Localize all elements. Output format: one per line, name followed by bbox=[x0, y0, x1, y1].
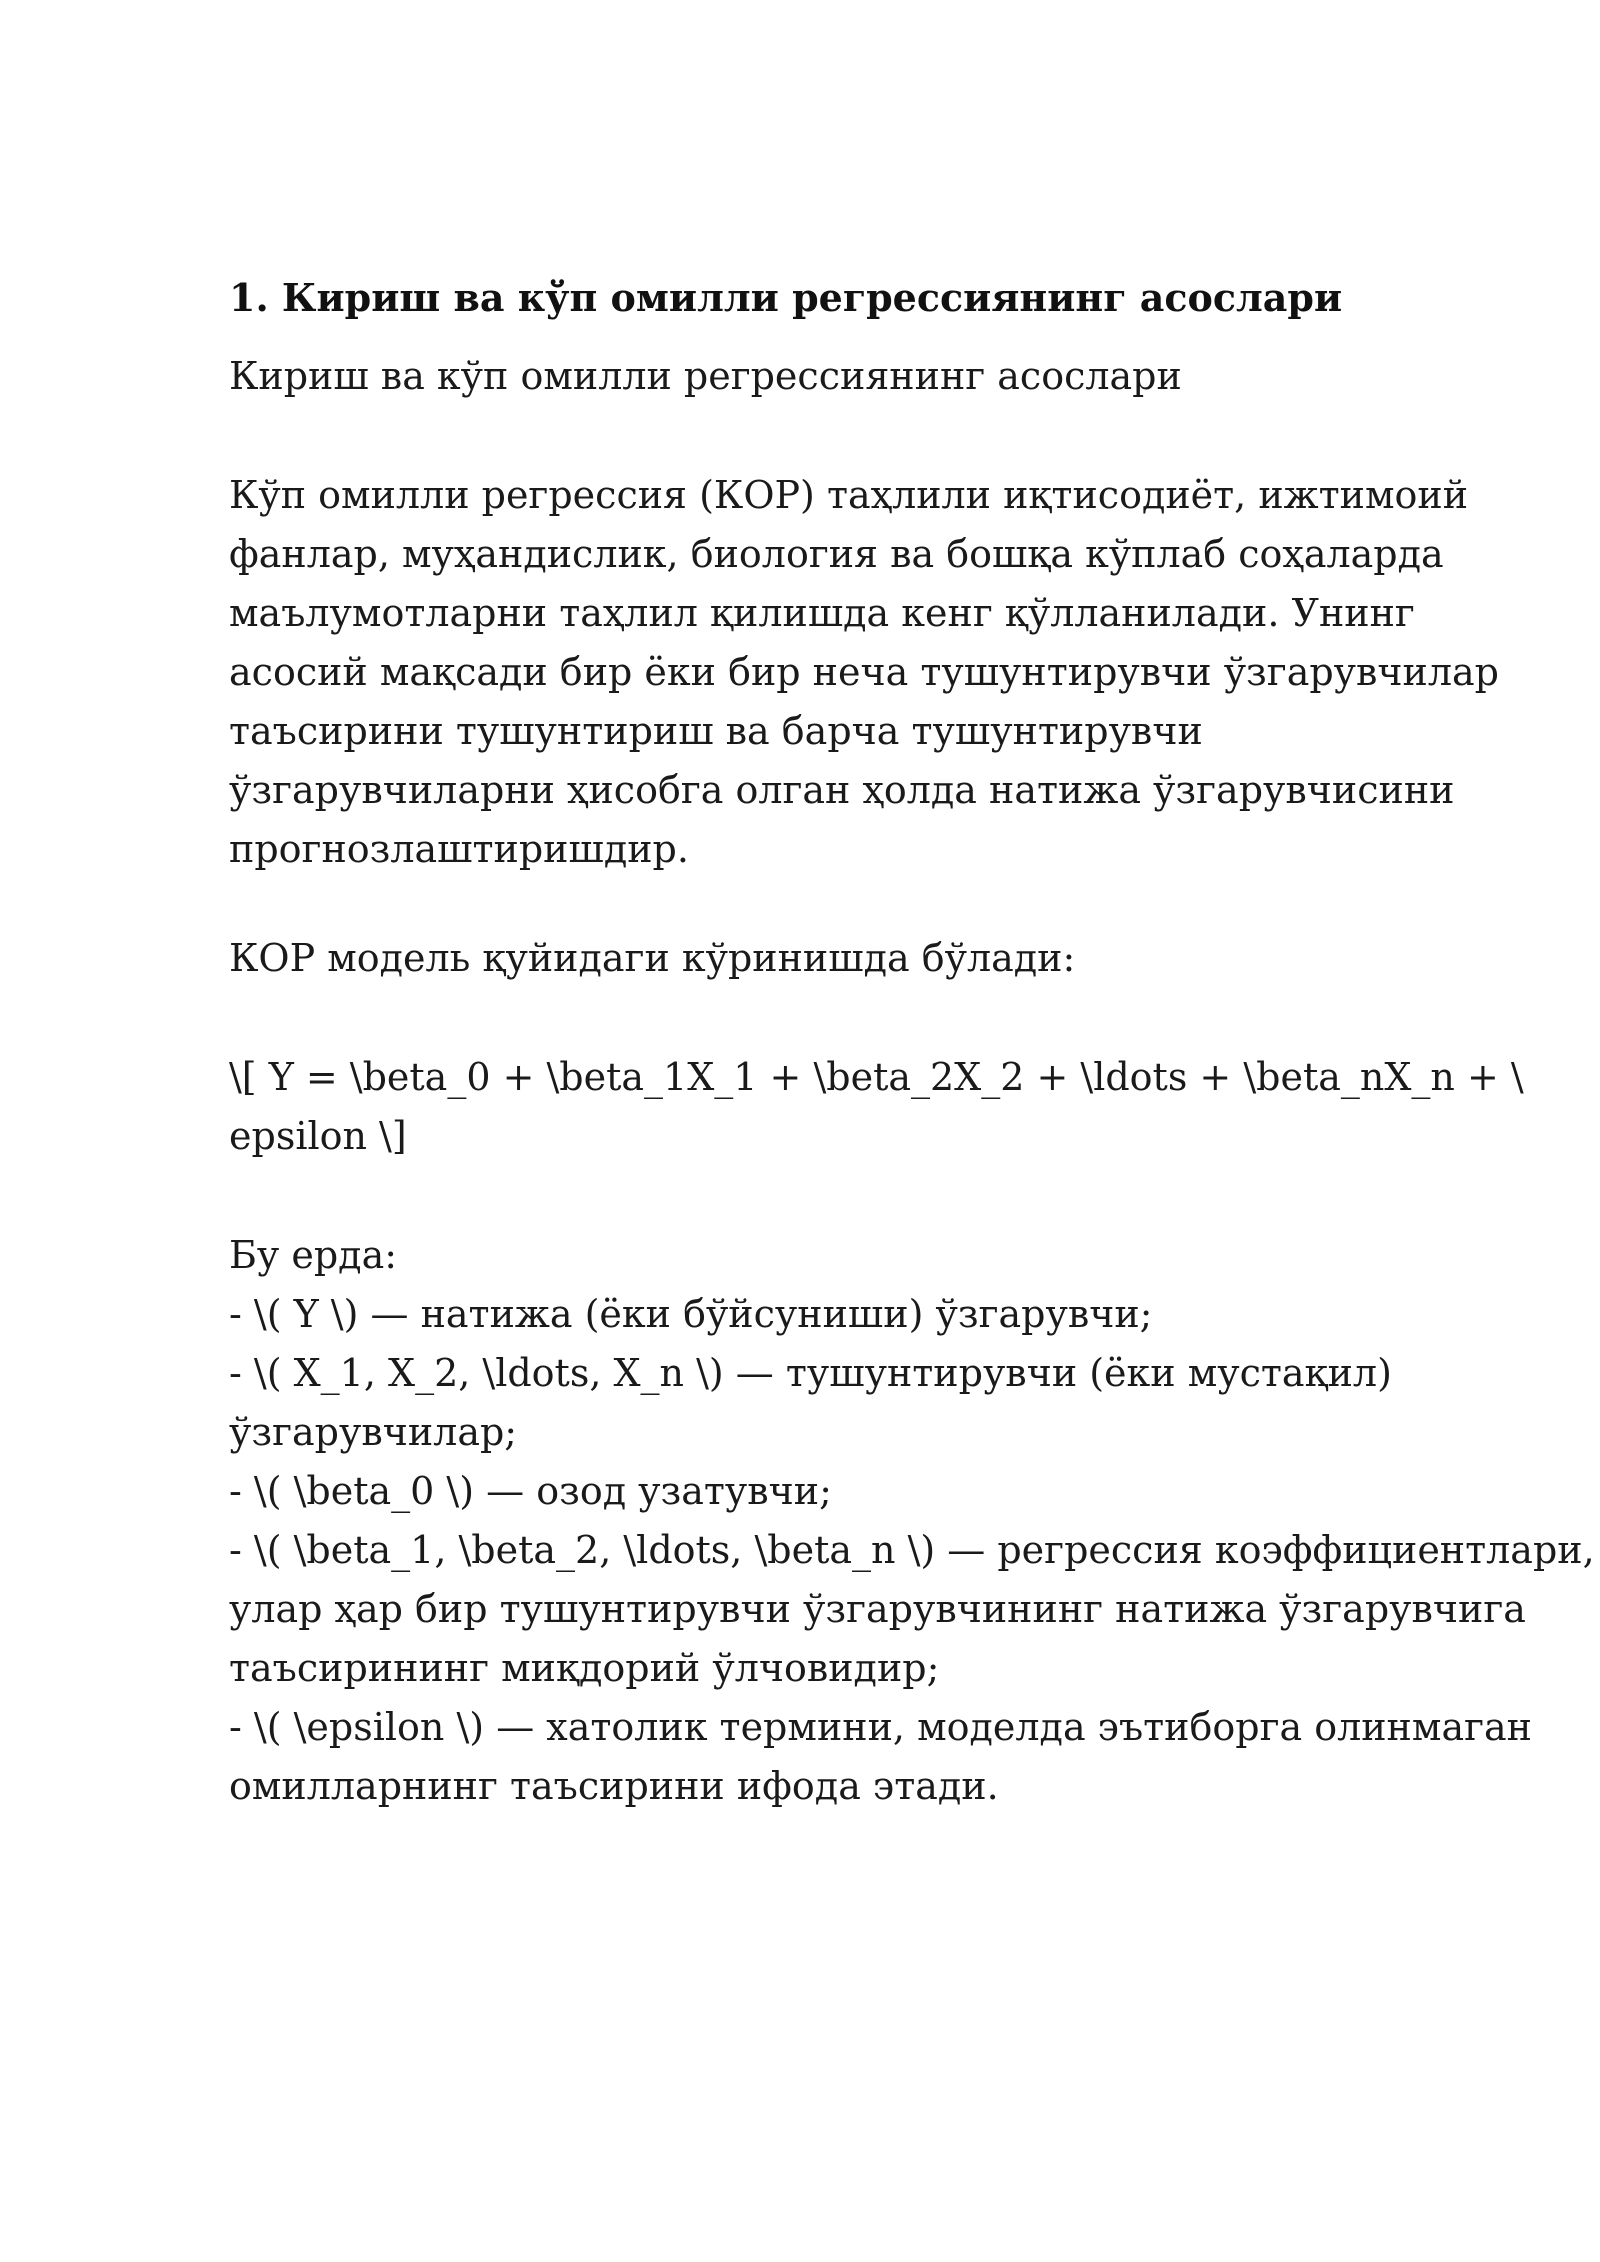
variable-definitions bbox=[229, 1226, 1595, 1816]
intro-line: ўзгарувчиларни ҳисобга олган ҳолда натижа ўзгарувчисини bbox=[229, 768, 1455, 812]
intro-line: фанлар, муҳандислик, биология ва бошқа кўплаб соҳаларда bbox=[229, 532, 1444, 576]
regression-formula bbox=[229, 1048, 1524, 1166]
definition-item: - \( \beta_1, \beta_2, \ldots, \beta_n \) — регрессия коэффициентлари, bbox=[229, 1528, 1595, 1572]
intro-line: маълумотларни таҳлил қилишда кенг қўлланилади. Унинг bbox=[229, 591, 1415, 635]
definition-item: - \( X_1, X_2, \ldots, X_n \) — тушунтирувчи (ёки мустақил) bbox=[229, 1351, 1392, 1395]
intro-line: таъсирини тушунтириш ва барча тушунтирувчи bbox=[229, 709, 1203, 753]
intro-line: асосий мақсади бир ёки бир неча тушунтирувчи ўзгарувчилар bbox=[229, 650, 1499, 694]
section-heading: 1. Кириш ва кўп омилли регрессиянинг асослари bbox=[229, 275, 1343, 320]
formula-line: \[ Y = \beta_0 + \beta_1X_1 + \beta_2X_2 + \ldots + \beta_nX_n + \ bbox=[229, 1055, 1524, 1099]
definition-item: - \( \beta_0 \) — озод узатувчи; bbox=[229, 1469, 832, 1513]
intro-line: Кўп омилли регрессия (КОР) таҳлили иқтисодиёт, ижтимоий bbox=[229, 473, 1469, 517]
definition-item-continued: улар ҳар бир тушунтирувчи ўзгарувчининг натижа ўзгарувчига bbox=[229, 1587, 1526, 1631]
definition-item-continued: таъсирининг миқдорий ўлчовидир; bbox=[229, 1646, 940, 1690]
definition-item: - \( \epsilon \) — хатолик термини, моделда эътиборга олинмаган bbox=[229, 1705, 1532, 1749]
document-page bbox=[229, 272, 1595, 1816]
definition-item-continued: ўзгарувчилар; bbox=[229, 1410, 518, 1454]
definitions-intro: Бу ерда: bbox=[229, 1233, 398, 1277]
intro-paragraph bbox=[229, 466, 1499, 879]
section-subtitle: Кириш ва кўп омилли регрессиянинг асослари bbox=[229, 354, 1182, 398]
definition-item-continued: омилларнинг таъсирини ифода этади. bbox=[229, 1764, 999, 1808]
formula-line: epsilon \] bbox=[229, 1114, 407, 1158]
intro-line: прогнозлаштиришдир. bbox=[229, 827, 689, 871]
model-intro-text: КОР модель қуйидаги кўринишда бўлади: bbox=[229, 936, 1076, 980]
definition-item: - \( Y \) — натижа (ёки бўйсуниши) ўзгарувчи; bbox=[229, 1292, 1153, 1336]
